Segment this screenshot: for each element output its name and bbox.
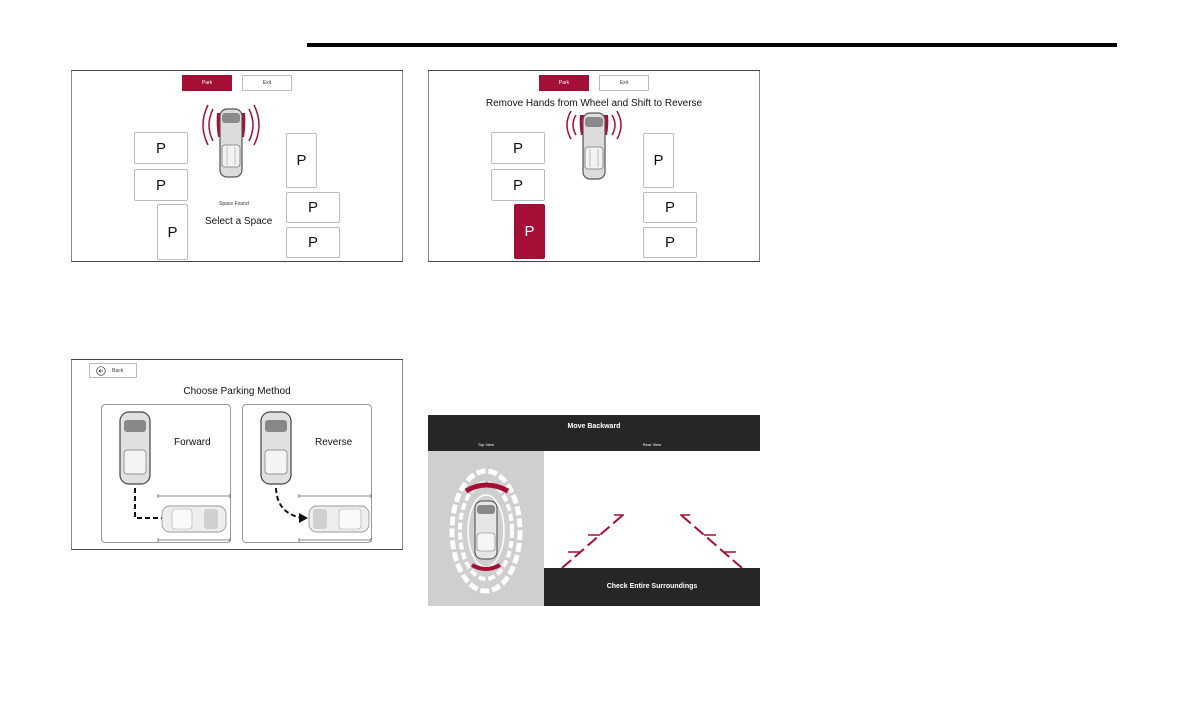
forward-label: Forward (174, 437, 211, 448)
parking-spot[interactable]: P (643, 192, 697, 223)
space-found-text: Space Found (219, 201, 249, 207)
top-view-car-icon (428, 451, 544, 606)
parking-spot[interactable]: P (643, 133, 674, 188)
parking-spot[interactable]: P (134, 132, 188, 164)
parking-spot[interactable]: P (157, 204, 188, 260)
rear-view-label: Rear View (642, 442, 662, 447)
parking-spot[interactable]: P (286, 133, 317, 188)
reverse-method-card[interactable] (242, 404, 372, 543)
bottom-bar (544, 568, 760, 606)
select-space-text: Select a Space (205, 216, 273, 227)
screen-parking-method (71, 359, 403, 550)
forward-parking-diagram (118, 410, 236, 540)
parking-spot[interactable]: P (643, 227, 697, 258)
exit-button[interactable]: Exit (242, 75, 292, 91)
parking-spot[interactable]: P (134, 169, 188, 201)
page-title: Choose Parking Method (183, 386, 291, 397)
reverse-label: Reverse (315, 437, 353, 448)
forward-method-card[interactable] (101, 404, 231, 543)
parking-spot[interactable]: P (286, 192, 340, 223)
instruction-text: Remove Hands from Wheel and Shift to Reverse (485, 98, 703, 109)
park-button[interactable]: Park (539, 75, 589, 91)
top-bar (428, 415, 760, 451)
car-sensor-icon (199, 97, 263, 181)
park-button[interactable]: Park (182, 75, 232, 91)
screen-move-backward (428, 415, 760, 606)
exit-button[interactable]: Exit (599, 75, 649, 91)
parking-spot[interactable]: P (491, 169, 545, 201)
top-view-label: Top View (477, 442, 495, 447)
screen-select-space (71, 70, 403, 262)
check-surroundings-text: Check Entire Surroundings (606, 583, 698, 590)
back-arrow-icon (96, 366, 106, 376)
rear-view-camera (544, 451, 760, 568)
back-button[interactable]: Back (89, 363, 137, 378)
parking-spot[interactable]: P (286, 227, 340, 258)
parking-spot[interactable]: P (491, 132, 545, 164)
header-rule (307, 43, 1117, 47)
reverse-parking-diagram (259, 410, 377, 540)
move-backward-title: Move Backward (567, 423, 621, 430)
screen-shift-reverse (428, 70, 760, 262)
top-view-panel (428, 451, 544, 606)
car-sensor-icon (562, 107, 626, 181)
rear-guide-lines (544, 451, 760, 568)
parking-spot-selected[interactable]: P (514, 204, 545, 259)
